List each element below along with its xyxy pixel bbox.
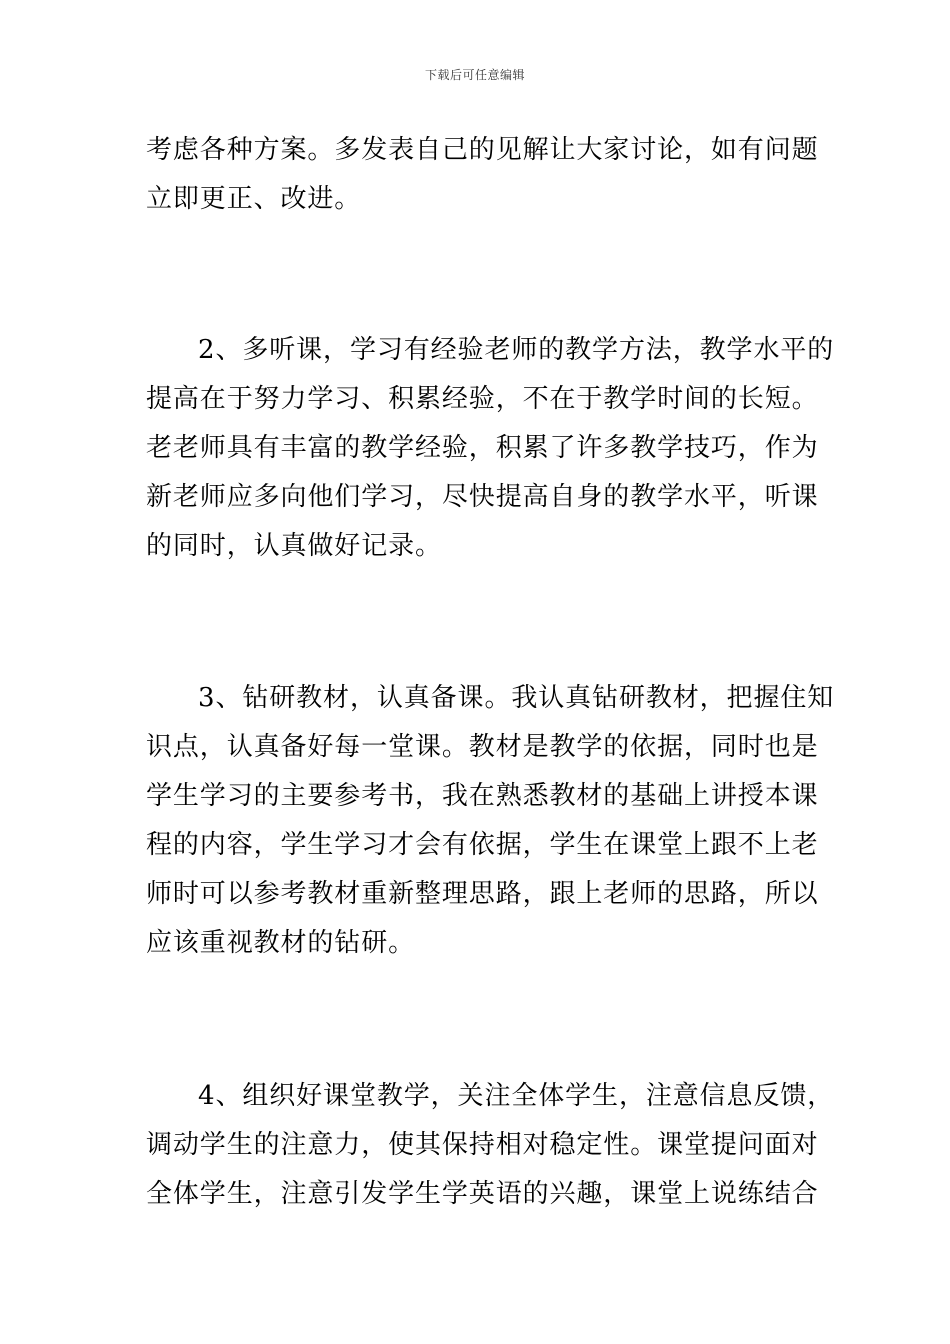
- text-line: 应该重视教材的钻研。: [146, 928, 416, 958]
- text-line: 提高在于努力学习、积累经验，不在于教学时间的长短。: [146, 384, 819, 414]
- text-line: 学生学习的主要参考书，我在熟悉教材的基础上讲授本课: [146, 781, 819, 811]
- text-line: 新老师应多向他们学习，尽快提高自身的教学水平，听课: [146, 482, 819, 512]
- text-line: 识点，认真备好每一堂课。教材是教学的依据，同时也是: [146, 732, 819, 762]
- text-line: 师时可以参考教材重新整理思路，跟上老师的思路，所以: [146, 879, 819, 909]
- text-line: 立即更正、改进。: [146, 184, 362, 214]
- text-line: 程的内容，学生学习才会有依据，学生在课堂上跟不上老: [146, 830, 819, 860]
- text-line: 4、组织好课堂教学，关注全体学生，注意信息反馈，: [198, 1081, 835, 1111]
- text-line: 考虑各种方案。多发表自己的见解让大家讨论，如有问题: [146, 135, 819, 165]
- paragraph-4-classroom-teaching: [146, 1072, 835, 1219]
- paragraph-3-study-textbook: [146, 674, 835, 968]
- paragraph-continuation: [146, 126, 819, 224]
- text-line: 的同时，认真做好记录。: [146, 531, 442, 561]
- text-line: 3、钻研教材，认真备课。我认真钻研教材，把握住知: [198, 683, 835, 713]
- text-line: 2、多听课，学习有经验老师的教学方法，教学水平的: [198, 335, 835, 365]
- text-line: 老老师具有丰富的教学经验，积累了许多教学技巧，作为: [146, 433, 819, 463]
- page-header-note: 下载后可任意编辑: [424, 68, 525, 82]
- paragraph-2-observe-lessons: [146, 326, 835, 571]
- text-line: 调动学生的注意力，使其保持相对稳定性。课堂提问面对: [146, 1130, 819, 1160]
- text-line: 全体学生，注意引发学生学英语的兴趣，课堂上说练结合: [146, 1179, 819, 1209]
